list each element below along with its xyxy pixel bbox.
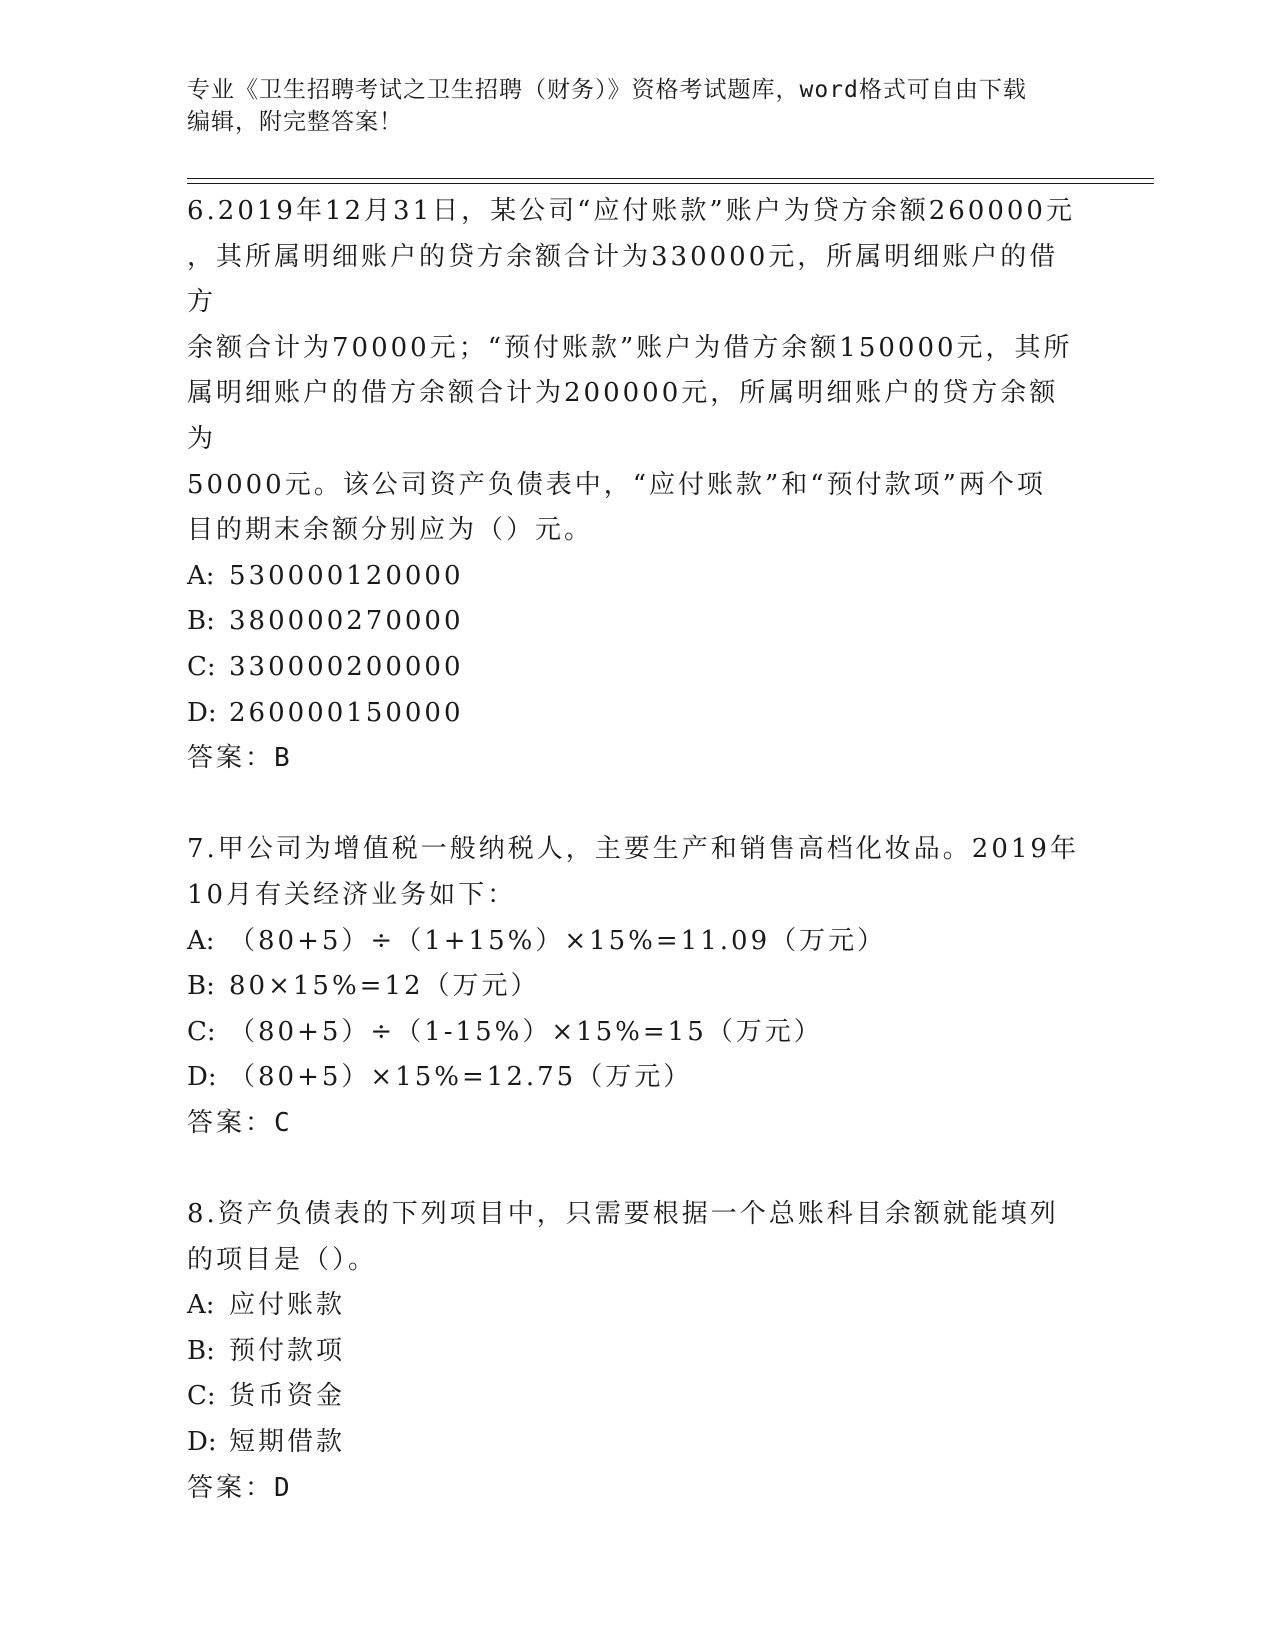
option-d bbox=[187, 691, 1087, 737]
option-letter: A: bbox=[187, 925, 215, 956]
option-letter: A: bbox=[187, 1290, 215, 1321]
option-letter: D: bbox=[187, 697, 217, 728]
option-letter: C: bbox=[187, 651, 216, 682]
option-c bbox=[187, 1374, 1087, 1420]
question-text-line: 目的期末余额分别应为（）元。 bbox=[187, 515, 594, 546]
option-a bbox=[187, 554, 1087, 600]
option-c bbox=[187, 645, 1087, 691]
option-d bbox=[187, 1055, 1087, 1101]
header-line-2: 编辑，附完整答案！ bbox=[187, 109, 403, 135]
option-a bbox=[187, 919, 1087, 965]
option-d bbox=[187, 1420, 1087, 1466]
header-rule-bottom bbox=[187, 183, 1154, 184]
header-rule-top bbox=[187, 178, 1154, 179]
option-text: 530000120000 bbox=[229, 560, 464, 591]
question-text-line: 余额合计为70000元；“预付账款”账户为借方余额150000元，其所 bbox=[187, 332, 1073, 363]
option-text: 应付账款 bbox=[229, 1290, 346, 1321]
question-6 bbox=[187, 189, 1087, 782]
answer-line: 答案：B bbox=[187, 743, 293, 774]
question-list bbox=[187, 189, 1087, 1557]
option-text: （80+5）÷（1+15%）×15%=11.09（万元） bbox=[229, 925, 887, 956]
option-text: （80+5）×15%=12.75（万元） bbox=[229, 1062, 693, 1093]
option-b bbox=[187, 964, 1087, 1010]
question-text-line: 的项目是（）。 bbox=[187, 1244, 378, 1275]
question-7 bbox=[187, 827, 1087, 1146]
option-letter: B: bbox=[187, 1335, 215, 1366]
page-header bbox=[187, 74, 1087, 138]
answer-line: 答案：D bbox=[187, 1472, 293, 1503]
option-letter: D: bbox=[187, 1427, 217, 1458]
option-b bbox=[187, 599, 1087, 645]
header-line-1: 专业《卫生招聘考试之卫生招聘（财务）》资格考试题库，word格式可自由下载 bbox=[187, 77, 1027, 103]
option-b bbox=[187, 1329, 1087, 1375]
question-text-line: 8.资产负债表的下列项目中，只需要根据一个总账科目余额就能填列 bbox=[187, 1199, 1059, 1230]
option-text: 330000200000 bbox=[229, 651, 464, 682]
option-c bbox=[187, 1010, 1087, 1056]
option-letter: D: bbox=[187, 1062, 217, 1093]
question-text-line: 50000元。该公司资产负债表中，“应付账款”和“预付款项”两个项 bbox=[187, 469, 1046, 500]
option-letter: B: bbox=[187, 971, 215, 1002]
option-letter: A: bbox=[187, 560, 215, 591]
question-text-line: 6.2019年12月31日，某公司“应付账款”账户为贷方余额260000元 bbox=[187, 196, 1075, 226]
question-text-line: ，其所属明细账户的贷方余额合计为330000元，所属明细账户的借方 bbox=[187, 241, 1059, 318]
question-text-line: 属明细账户的借方余额合计为200000元，所属明细账户的贷方余额为 bbox=[187, 378, 1059, 454]
option-text: （80+5）÷（1-15%）×15%=15（万元） bbox=[229, 1016, 823, 1047]
option-text: 预付款项 bbox=[229, 1335, 346, 1366]
option-text: 货币资金 bbox=[229, 1381, 346, 1412]
option-letter: C: bbox=[187, 1381, 216, 1412]
question-8 bbox=[187, 1192, 1087, 1511]
question-text-line: 7.甲公司为增值税一般纳税人，主要生产和销售高档化妆品。2019年 bbox=[187, 834, 1079, 865]
option-text: 260000150000 bbox=[229, 697, 464, 728]
answer-line: 答案：C bbox=[187, 1107, 293, 1138]
option-text: 短期借款 bbox=[229, 1427, 346, 1458]
option-a bbox=[187, 1283, 1087, 1329]
option-letter: C: bbox=[187, 1016, 216, 1047]
option-letter: B: bbox=[187, 606, 215, 637]
question-text-line: 10月有关经济业务如下： bbox=[187, 879, 517, 910]
option-text: 380000270000 bbox=[229, 606, 464, 637]
option-text: 80×15%=12（万元） bbox=[229, 971, 540, 1002]
